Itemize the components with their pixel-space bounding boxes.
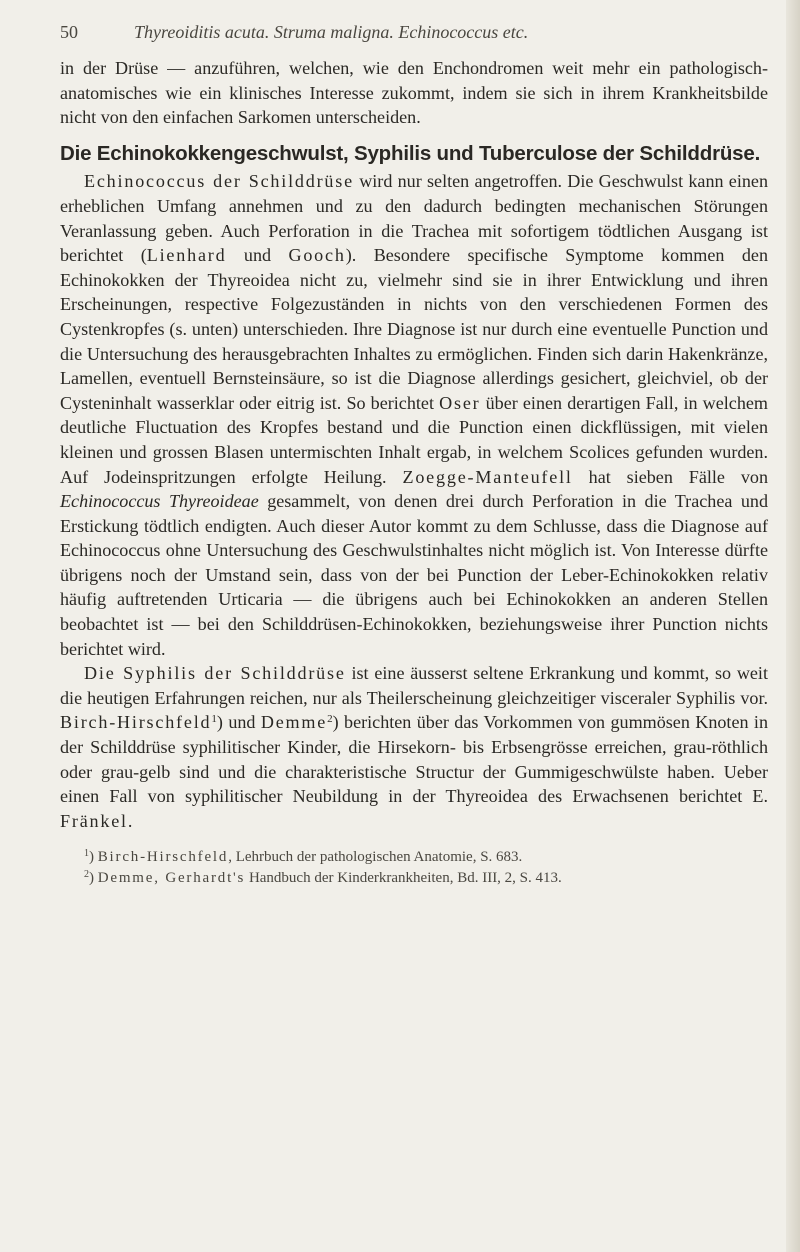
italic-term: Echinococcus Thyreoideae bbox=[60, 491, 259, 512]
page-edge-shadow bbox=[786, 0, 800, 1252]
author-name: Zoegge-Manteufell bbox=[402, 466, 573, 487]
footnote-ref: 2 bbox=[327, 713, 333, 726]
paragraph-echinococcus: Echinococcus der Schilddrüse wird nur selten angetroffen. Die Geschwulst kann einen erheblichen Umfang annehmen und zu den dadurch bedingten mechanischen Störungen Veranlassung geben. Auch Perforation in die Trachea mit sofortigem tödtlichen Ausgang ist berichtet (Lienhard und Gooch). Besondere specifische Symptome kommen den Echinokokken der Thyreoidea nicht zu, vielmehr sind sie in ihrer Entwicklung und ihren Erscheinungen, respective Folgezuständen in nichts von den verschiedenen Formen des Cystenkropfes (s. unten) unterschieden. Ihre Diagnose ist nur durch eine eventuelle Punction und die Untersuchung des herausgebrachten Inhaltes zu ermöglichen. Finden sich darin Hakenkränze, Lamellen, eventuell Bernsteinsäure, so ist die Diagnose allerdings gesichert, gleichviel, ob der Cysteninhalt wasserklar oder eitrig ist. So berichtet Oser über einen derartigen Fall, in welchem deutliche Fluctuation des Kropfes bestand und die Punction einen dickflüssigen, mit vielen kleinen und grossen Blasen untermischten Inhalt ergab, in welchem Scolices gefunden wurden. Auf Jodeinspritzungen erfolgte Heilung. Zoegge-Manteufell hat sieben Fälle von Echinococcus Thyreoideae gesammelt, von denen drei durch Perforation in die Trachea und Erstickung tödtlich endigten. Auch dieser Autor kommt zu dem Schlusse, dass die Diagnose auf Echinococcus ohne Untersuchung des Geschwulstinhaltes nicht möglich ist. Von Interesse dürfte übrigens noch der Umstand sein, dass von der bei Punction der Leber-Echinokokken relativ häufig auftretenden Urticaria — die übrigens auch bei Echinokokken an anderen Stellen beobachtet ist — bei den Schilddrüsen-Echinokokken, beziehungsweise ihrer Punction nichts berichtet wird. bbox=[60, 171, 768, 659]
running-title: Thyreoiditis acuta. Struma maligna. Echinococcus etc. bbox=[134, 22, 529, 42]
term-syphilis: Die Syphilis der Schilddrüse bbox=[84, 663, 346, 684]
author-name: Demme bbox=[260, 712, 328, 733]
footnote: $^2$) Demme, Gerhardt's Handbuch der Kinderkrankheiten, Bd. III, 2, S. 413. bbox=[84, 869, 562, 887]
body-text bbox=[60, 56, 768, 833]
paragraph-intro: in der Drüse — anzuführen, welchen, wie den Enchondromen weit mehr ein pathologisch-anatomisches wie ein klinisches Interesse zukommt, indem sie sich in ihrem Krankheitsbilde nicht von den einfachen Sarkomen unterscheiden. bbox=[60, 58, 768, 128]
running-head bbox=[60, 22, 768, 56]
section-heading: Die Echinokokkengeschwulst, Syphilis und Tuberculose der Schilddrüse. bbox=[60, 141, 761, 165]
book-page bbox=[60, 22, 768, 889]
author-name: Fränkel bbox=[60, 810, 128, 831]
author-name: Birch-Hirschfeld bbox=[60, 712, 212, 733]
paragraph-syphilis: Die Syphilis der Schilddrüse ist eine äusserst seltene Erkrankung und kommt, so weit die heutigen Erfahrungen reichen, nur als Theilerscheinung gleichzeitiger visceraler Syphilis vor. Birch-Hirschfeld$^1$) und Demme$^2$) berichten über das Vorkommen von gummösen Knoten in der Schilddrüse syphilitischer Kinder, die Hirsekorn- bis Erbsengrösse erreichen, grau-röthlich oder grau-gelb sind und die charakteristische Structur der Gummigeschwülste haben. Ueber einen Fall von syphilitischer Neubildung in der Thyreoidea des Erwachsenen berichtet E. Fränkel. bbox=[60, 663, 768, 831]
page-number: 50 bbox=[60, 22, 78, 42]
author-name: Oser bbox=[439, 392, 481, 413]
author-name: Gooch bbox=[288, 245, 346, 266]
footnote-ref: 1 bbox=[211, 713, 217, 726]
author-name: Lienhard bbox=[146, 245, 227, 266]
term-echinococcus: Echinococcus der Schilddrüse bbox=[84, 171, 354, 192]
footnote: $^1$) Birch-Hirschfeld, Lehrbuch der pathologischen Anatomie, S. 683. bbox=[84, 848, 523, 866]
footnotes bbox=[60, 847, 768, 889]
